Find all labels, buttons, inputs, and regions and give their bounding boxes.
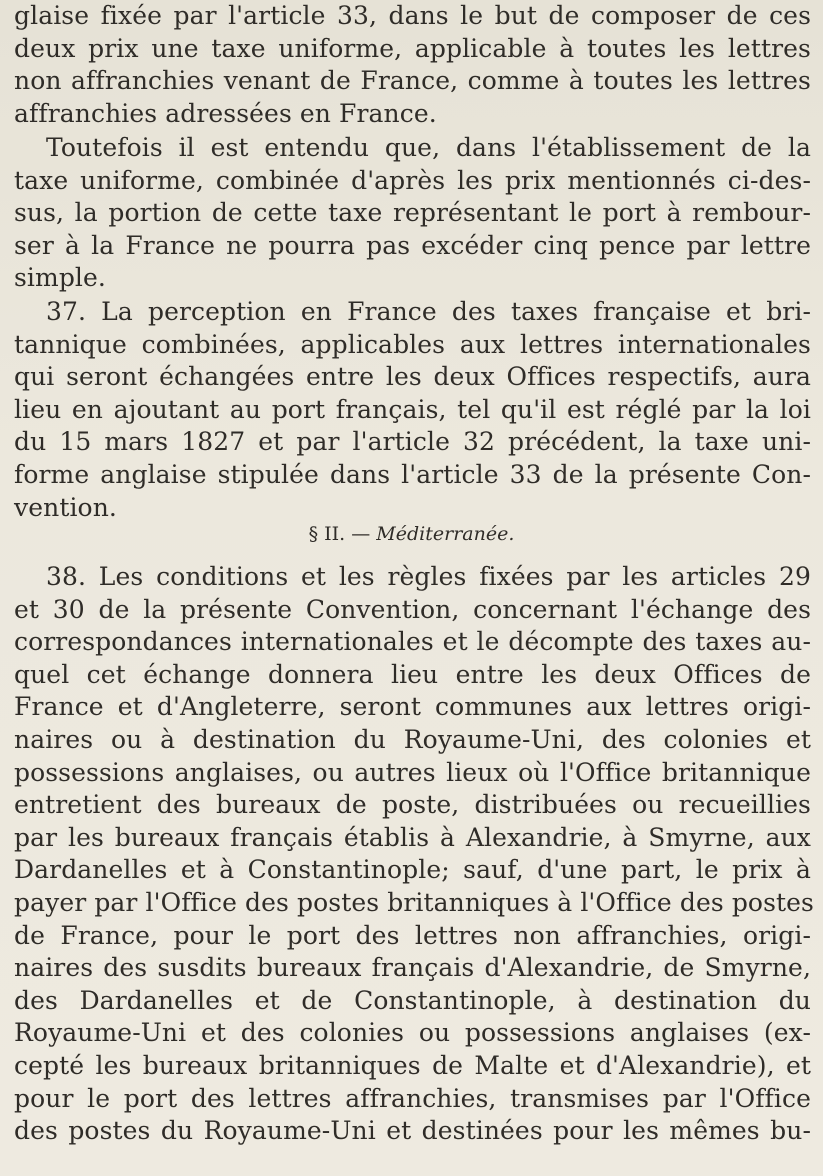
text-line: 37. La perception en France des taxes française et bri- (46, 297, 811, 326)
text-line: correspondances internationales et le décompte des taxes au- (14, 627, 811, 657)
paragraph-intro-continuation (14, 0, 811, 130)
text-line: des Dardanelles et de Constantinople, à destination du (14, 985, 811, 1015)
text-line: Royaume-Uni et des colonies ou possessions anglaises (ex- (14, 1018, 811, 1048)
text-line: cepté les bureaux britanniques de Malte et d'Alexandrie), et (14, 1050, 811, 1080)
article-38 (14, 561, 814, 1148)
text-line: tannique combinées, applicables aux lettres internationales (14, 329, 811, 359)
text-line: glaise fixée par l'article 33, dans le but de composer de ces (14, 1, 811, 30)
text-line: vention. (14, 492, 117, 522)
section-heading-title: Méditerranée. (376, 523, 515, 545)
article-37 (14, 296, 811, 524)
text-line: pour le port des lettres affranchies, transmises par l'Office (14, 1083, 811, 1113)
text-line: du 15 mars 1827 et par l'article 32 précédent, la taxe uni- (14, 427, 811, 457)
text-line: possessions anglaises, ou autres lieux où l'Office britannique (14, 757, 811, 787)
text-line: sus, la portion de cette taxe représentant le port à rembour- (14, 198, 811, 228)
text-line: France et d'Angleterre, seront communes aux lettres origi- (14, 692, 811, 722)
text-line: ser à la France ne pourra pas excéder cinq pence par lettre (14, 230, 811, 260)
text-line: payer par l'Office des postes britanniques à l'Office des postes (14, 887, 814, 917)
text-line: de France, pour le port des lettres non affranchies, origi- (14, 920, 811, 950)
text-line: par les bureaux français établis à Alexandrie, à Smyrne, aux (14, 822, 811, 852)
text-line: deux prix une taxe uniforme, applicable à toutes les lettres (14, 33, 811, 63)
text-line: naires ou à destination du Royaume-Uni, des colonies et (14, 724, 811, 754)
section-heading (0, 519, 823, 549)
text-line: des postes du Royaume-Uni et destinées pour les mêmes bu- (14, 1116, 811, 1146)
text-line: Dardanelles et à Constantinople; sauf, d'une part, le prix à (14, 855, 811, 885)
text-line: lieu en ajoutant au port français, tel qu'il est réglé par la loi (14, 394, 811, 424)
paragraph-toutefois (14, 132, 811, 295)
text-line: entretient des bureaux de poste, distribuées ou recueillies (14, 790, 811, 820)
text-line: simple. (14, 263, 106, 293)
text-line: affranchies adressées en France. (14, 98, 437, 128)
text-line: forme anglaise stipulée dans l'article 33 de la présente Con- (14, 459, 811, 489)
text-line: et 30 de la présente Convention, concernant l'échange des (14, 594, 811, 624)
text-line: qui seront échangées entre les deux Offices respectifs, aura (14, 362, 811, 392)
text-line: taxe uniforme, combinée d'après les prix mentionnés ci-des- (14, 165, 811, 195)
text-line: quel cet échange donnera lieu entre les deux Offices de (14, 659, 811, 689)
text-line: 38. Les conditions et les règles fixées par les articles 29 (46, 562, 811, 591)
section-heading-prefix: § II. — (308, 523, 371, 545)
text-line: naires des susdits bureaux français d'Alexandrie, de Smyrne, (14, 953, 811, 983)
text-line: Toutefois il est entendu que, dans l'établissement de la (46, 133, 811, 162)
text-line: non affranchies venant de France, comme à toutes les lettres (14, 66, 811, 96)
